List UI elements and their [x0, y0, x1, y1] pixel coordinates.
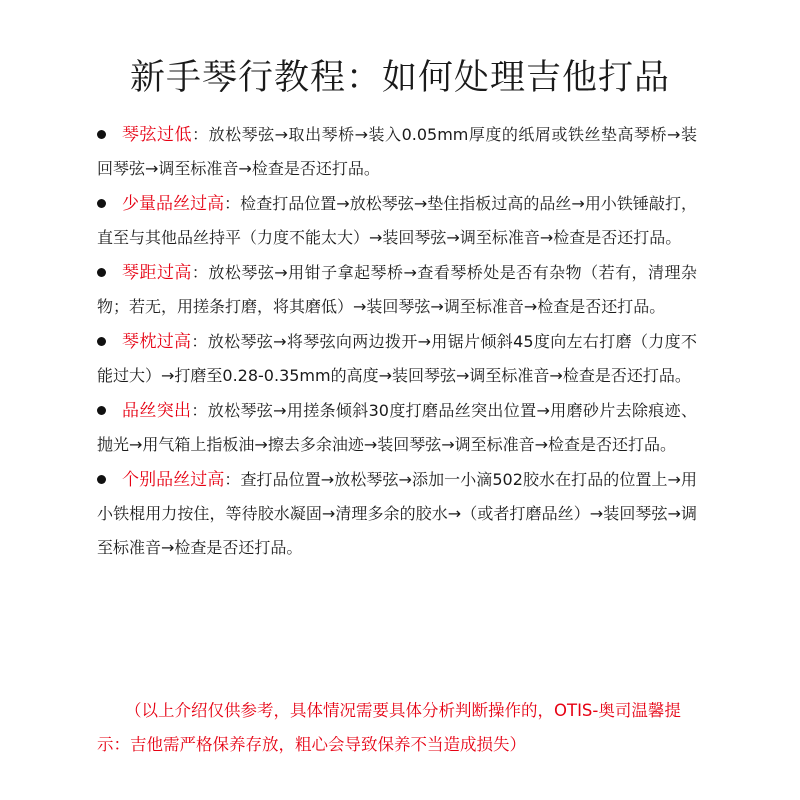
item-body: 检查打品位置→放松琴弦→垫住指板过高的品丝→用小铁锤敲打，直至与其他品丝持平（力度不能太大）→装回琴弦→调至标准音→检查是否还打品。 [97, 194, 697, 247]
item-body: 放松琴弦→取出琴桥→装入0.05mm厚度的纸屑或铁丝垫高琴桥→装回琴弦→调至标准音→检查是否还打品。 [97, 125, 697, 178]
list-item: 个别品丝过高：查打品位置→放松琴弦→添加一小滴502胶水在打品的位置上→用小铁棍用力按住，等待胶水凝固→清理多余的胶水→（或者打磨品丝）→装回琴弦→调至标准音→检查是否还打品。 [97, 470, 698, 557]
bullet-icon [97, 130, 106, 139]
bullet-icon [97, 268, 106, 277]
item-heading: 琴弦过低 [122, 125, 193, 145]
list-item: 品丝突出：放松琴弦→用搓条倾斜30度打磨品丝突出位置→用磨砂片去除痕迹、抛光→用气箱上指板油→擦去多余油迹→装回琴弦→调至标准音→检查是否还打品。 [97, 401, 697, 454]
bullet-icon [97, 475, 106, 484]
bullet-icon [97, 406, 106, 415]
item-body: 查打品位置→放松琴弦→添加一小滴502胶水在打品的位置上→用小铁棍用力按住，等待胶水凝固→清理多余的胶水→（或者打磨品丝）→装回琴弦→调至标准音→检查是否还打品。 [97, 470, 698, 557]
list-item: 琴弦过低：放松琴弦→取出琴桥→装入0.05mm厚度的纸屑或铁丝垫高琴桥→装回琴弦→调至标准音→检查是否还打品。 [97, 125, 697, 178]
item-heading: 琴枕过高 [122, 332, 192, 352]
list-item: 少量品丝过高：检查打品位置→放松琴弦→垫住指板过高的品丝→用小铁锤敲打，直至与其他品丝持平（力度不能太大）→装回琴弦→调至标准音→检查是否还打品。 [97, 194, 697, 247]
footnote: （以上介绍仅供参考，具体情况需要具体分析判断操作的，OTIS-奥司温馨提示：吉他需严格保养存放，粗心会导致保养不当造成损失） [97, 701, 681, 754]
bullet-icon [97, 199, 106, 208]
item-body: 放松琴弦→用钳子拿起琴桥→查看琴桥处是否有杂物（若有，清理杂物；若无，用搓条打磨，将其磨低）→装回琴弦→调至标准音→检查是否还打品。 [97, 263, 697, 316]
list-item: 琴枕过高：放松琴弦→将琴弦向两边拨开→用锯片倾斜45度向左右打磨（力度不能过大）→打磨至0.28-0.35mm的高度→装回琴弦→调至标准音→检查是否还打品。 [97, 332, 697, 385]
item-heading: 琴距过高 [122, 263, 192, 283]
bullet-icon [97, 337, 106, 346]
page-title: 新手琴行教程：如何处理吉他打品 [129, 58, 670, 98]
item-heading: 品丝突出 [122, 401, 192, 421]
item-body: 放松琴弦→用搓条倾斜30度打磨品丝突出位置→用磨砂片去除痕迹、抛光→用气箱上指板油→擦去多余油迹→装回琴弦→调至标准音→检查是否还打品。 [97, 401, 697, 454]
item-heading: 个别品丝过高 [122, 470, 225, 490]
tips-list [97, 118, 697, 566]
item-body: 放松琴弦→将琴弦向两边拨开→用锯片倾斜45度向左右打磨（力度不能过大）→打磨至0.28-0.35mm的高度→装回琴弦→调至标准音→检查是否还打品。 [97, 332, 697, 385]
list-item: 琴距过高：放松琴弦→用钳子拿起琴桥→查看琴桥处是否有杂物（若有，清理杂物；若无，用搓条打磨，将其磨低）→装回琴弦→调至标准音→检查是否还打品。 [97, 263, 697, 316]
item-heading: 少量品丝过高 [122, 194, 225, 214]
